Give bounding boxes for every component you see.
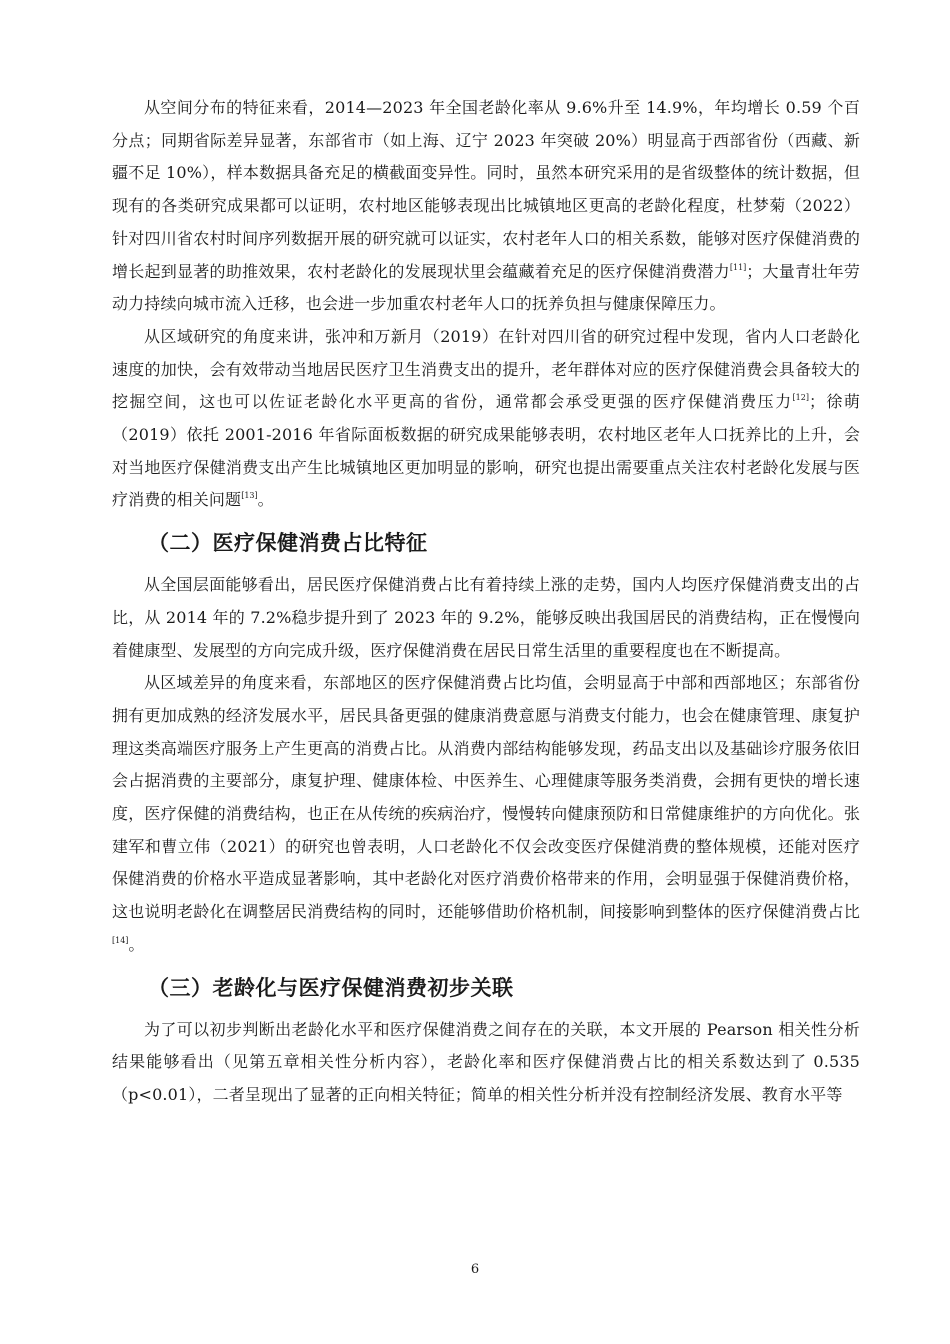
paragraph-spatial-distribution (112, 92, 860, 321)
citation-ref: [13] (241, 491, 258, 501)
section-heading-2: （二）医疗保健消费占比特征 (148, 531, 428, 556)
citation-ref: [11] (729, 262, 747, 272)
paragraph-text: 从空间分布的特征来看，2014—2023 年全国老龄化率从 9.6%升至 14.9%，年均增长 0.59 个百分点；同期省际差异显著，东部省市（如上海、辽宁 2023 年突破 20%）明显高于西部省份（西藏、新疆不足 10%），样本数据具备充足的横截面变异性。同时，虽然本研究采用的是省级整体的统计数据，但现有的各类研究成果都可以证明，农村地区能够表现出比城镇地区更高的老龄化程度，杜梦菊（2022）针对四川省农村时间序列数据开展的研究就可以证实，农村老年人口的相关系数，能够对医疗保健消费的增长起到显著的助推效果，农村老龄化的发展现状里会蕴藏着充足的医疗保健消费潜力 (112, 98, 860, 281)
paragraph-text: 。 (128, 934, 145, 954)
paragraph-text: 从全国层面能够看出，居民医疗保健消费占比有着持续上涨的走势，国内人均医疗保健消费支出的占比，从 2014 年的 7.2%稳步提升到了 2023 年的 9.2%，能够反映出我国居民的消费结构，正在慢慢向着健康型、发展型的方向完成升级，医疗保健消费在居民日常生活里的重要程度也在不断提高。 (112, 575, 860, 660)
page-number: 6 (470, 1262, 480, 1277)
paragraph-text: 从区域研究的角度来讲，张冲和万新月（2019）在针对四川省的研究过程中发现，省内人口老龄化速度的加快，会有效带动当地居民医疗卫生消费支出的提升，老年群体对应的医疗保健消费会具备较大的挖掘空间，这也可以佐证老龄化水平更高的省份，通常都会承受更强的医疗保健消费压力 (112, 326, 860, 412)
paragraph-text: 。 (257, 490, 274, 510)
paragraph-text: ；徐萌（2019）依托 2001-2016 年省际面板数据的研究成果能够表明，农村地区老年人口抚养比的上升，会对当地医疗保健消费支出产生比城镇地区更加明显的影响，研究也提出需要重点关注农村老龄化发展与医疗消费的相关问题 (112, 392, 861, 510)
citation-ref: [14] (112, 935, 129, 945)
paragraph-correlation (112, 1014, 860, 1112)
paragraph-national-level (112, 569, 860, 667)
paragraph-regional-differences (112, 667, 860, 961)
section-heading-3: （三）老龄化与医疗保健消费初步关联 (148, 975, 514, 1000)
page-body (112, 92, 860, 1112)
citation-ref: [12] (792, 393, 809, 403)
paragraph-text: ；大量青壮年劳动力持续向城市流入迁移，也会进一步加重农村老年人口的抚养负担与健康保障压力。 (112, 261, 860, 314)
paragraph-regional-research (112, 321, 860, 517)
paragraph-text: 为了可以初步判断出老龄化水平和医疗保健消费之间存在的关联，本文开展的 Pearson 相关性分析结果能够看出（见第五章相关性分析内容），老龄化率和医疗保健消费占比的相关系数达到了 0.535（p<0.01），二者呈现出了显著的正向相关特征；简单的相关性分析并没有控制经济发展、教育水平等 (112, 1019, 860, 1104)
paragraph-text: 从区域差异的角度来看，东部地区的医疗保健消费占比均值，会明显高于中部和西部地区；东部省份拥有更加成熟的经济发展水平，居民具备更强的健康消费意愿与消费支付能力，也会在健康管理、康复护理这类高端医疗服务上产生更高的消费占比。从消费内部结构能够发现，药品支出以及基础诊疗服务依旧会占据消费的主要部分，康复护理、健康体检、中医养生、心理健康等服务类消费，会拥有更快的增长速度，医疗保健的消费结构，也正在从传统的疾病治疗，慢慢转向健康预防和日常健康维护的方向优化。张建军和曹立伟（2021）的研究也曾表明，人口老龄化不仅会改变医疗保健消费的整体规模，还能对医疗保健消费的价格水平造成显著影响，其中老龄化对医疗消费价格带来的作用，会明显强于保健消费价格，这也说明老龄化在调整居民消费结构的同时，还能够借助价格机制，间接影响到整体的医疗保健消费占比 (112, 673, 860, 922)
